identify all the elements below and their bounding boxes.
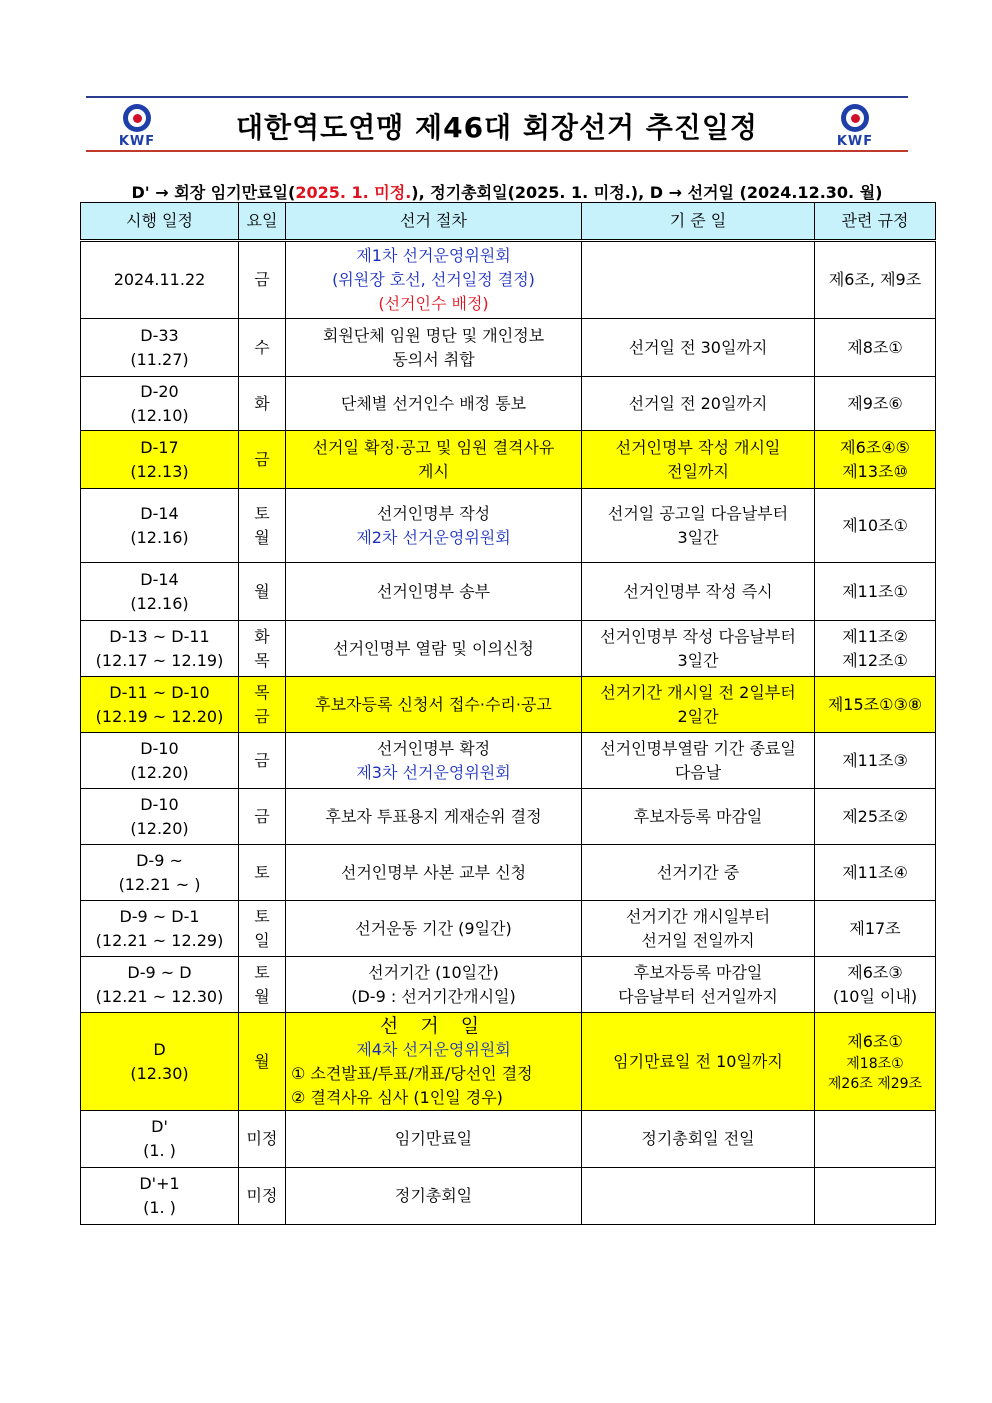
- day-cell-line: 토: [254, 906, 270, 926]
- schedule-cell: [81, 621, 239, 677]
- rule-cell-line: 제17조: [849, 918, 901, 938]
- procedure-cell: [286, 1168, 582, 1225]
- day-cell-line: 일: [254, 930, 270, 950]
- schedule-cell: [81, 431, 239, 489]
- rule-cell-line: 제10조①: [842, 515, 908, 535]
- day-cell-line: 미정: [246, 1129, 278, 1148]
- day-cell-line: 화: [254, 626, 270, 646]
- table-row: [81, 677, 936, 733]
- day-cell: [239, 677, 286, 733]
- basis-cell: [582, 789, 815, 845]
- day-cell: [239, 789, 286, 845]
- procedure-cell-line: 제1차 선거운영위원회: [356, 246, 511, 265]
- logo-text: KWF: [836, 134, 874, 149]
- day-cell-line: 미정: [246, 1186, 278, 1205]
- basis-cell-line: 다음날: [674, 762, 722, 782]
- schedule-cell: [81, 563, 239, 621]
- schedule-cell: [81, 789, 239, 845]
- day-cell-line: 목: [254, 682, 270, 702]
- procedure-cell: [286, 377, 582, 431]
- schedule-cell: [81, 677, 239, 733]
- procedure-cell: [286, 489, 582, 563]
- basis-cell: [582, 901, 815, 957]
- rule-cell: [815, 1111, 936, 1168]
- day-cell: [239, 431, 286, 489]
- rule-cell-line: 제13조⑩: [842, 461, 908, 481]
- rule-cell-line: 제6조, 제9조: [828, 270, 922, 289]
- basis-cell-line: 선거일 전일까지: [641, 930, 755, 950]
- day-cell-line: 월: [254, 986, 270, 1006]
- basis-cell-line: 3일간: [677, 650, 719, 670]
- day-cell: [239, 377, 286, 431]
- procedure-cell: [286, 677, 582, 733]
- procedure-cell: [286, 733, 582, 789]
- table-row: [81, 733, 936, 789]
- basis-cell-line: 선거기간 개시일부터: [625, 906, 771, 926]
- emblem-icon: [841, 104, 869, 132]
- basis-cell: [582, 1111, 815, 1168]
- rule-cell: [815, 319, 936, 377]
- procedure-cell-line: 선거인명부 송부: [376, 581, 491, 601]
- day-cell: [239, 241, 286, 319]
- basis-cell: [582, 563, 815, 621]
- schedule-cell: [81, 241, 239, 319]
- procedure-cell-line: 선거운동 기간 (9일간): [355, 918, 512, 938]
- basis-cell: [582, 1013, 815, 1111]
- schedule-cell-line: (12.21 ~ ): [118, 874, 201, 894]
- schedule-cell-line: (12.16): [130, 593, 189, 613]
- basis-cell: [582, 621, 815, 677]
- procedure-cell-line: (위원장 호선, 선거일정 결정): [332, 270, 535, 289]
- rule-cell-line: 제6조①: [847, 1031, 903, 1051]
- day-cell: [239, 1168, 286, 1225]
- rule-cell-line: 제11조②: [842, 626, 908, 646]
- procedure-cell: [286, 431, 582, 489]
- table-row: [81, 377, 936, 431]
- procedure-cell: [286, 901, 582, 957]
- basis-cell: [582, 319, 815, 377]
- basis-cell-line: 선거일 전 20일까지: [628, 393, 768, 413]
- procedure-cell-line: 임기만료일: [394, 1129, 473, 1148]
- schedule-cell-line: (1. ): [143, 1198, 176, 1217]
- basis-cell-line: 선거인명부 작성 개시일: [615, 437, 781, 457]
- schedule-cell-line: (12.21 ~ 12.29): [95, 930, 224, 950]
- table-row: [81, 901, 936, 957]
- schedule-cell-line: (12.30): [130, 1063, 189, 1083]
- basis-cell-line: 선거일 전 30일까지: [628, 337, 768, 357]
- page-title: 대한역도연맹 제46대 회장선거 추진일정: [236, 111, 758, 144]
- basis-cell-line: 3일간: [677, 527, 719, 547]
- schedule-cell-line: (12.20): [130, 818, 189, 838]
- day-cell: [239, 563, 286, 621]
- logo-text: KWF: [118, 134, 156, 149]
- kwf-logo-right: [832, 104, 878, 150]
- procedure-cell-line: 제4차 선거운영위원회: [356, 1039, 511, 1059]
- rule-cell: [815, 489, 936, 563]
- schedule-cell: [81, 957, 239, 1013]
- procedure-cell: [286, 563, 582, 621]
- rule-cell-line: (10일 이내): [832, 986, 918, 1006]
- rule-cell: [815, 431, 936, 489]
- schedule-cell-line: D'+1: [139, 1174, 180, 1193]
- day-cell: [239, 957, 286, 1013]
- basis-cell-line: 선거일 공고일 다음날부터: [607, 503, 789, 523]
- procedure-cell: [286, 621, 582, 677]
- day-cell-line: 목: [254, 650, 270, 670]
- rule-cell: [815, 845, 936, 901]
- table-row: [81, 319, 936, 377]
- rule-cell-line: 제11조③: [842, 750, 908, 770]
- table-row: [81, 1168, 936, 1225]
- day-cell: [239, 845, 286, 901]
- rule-cell: [815, 901, 936, 957]
- procedure-cell-line: ② 결격사유 심사 (1인일 경우): [291, 1087, 503, 1107]
- schedule-cell-line: (12.16): [130, 527, 189, 547]
- basis-cell-line: 선거기간 중: [656, 862, 740, 882]
- basis-cell: [582, 1168, 815, 1225]
- day-cell-line: 토: [254, 503, 270, 523]
- rule-cell: [815, 789, 936, 845]
- day-cell-line: 월: [254, 1051, 270, 1071]
- basis-cell-line: 선거인명부 작성 즉시: [623, 581, 773, 601]
- rule-cell-line: 제26조 제29조: [827, 1075, 923, 1092]
- basis-cell: [582, 241, 815, 319]
- day-cell-line: 금: [254, 270, 270, 289]
- basis-cell-line: 정기총회일 전일: [641, 1129, 755, 1148]
- schedule-cell-line: (12.21 ~ 12.30): [95, 986, 224, 1006]
- basis-cell-line: 선거인명부열람 기간 종료일: [600, 738, 796, 758]
- day-cell-line: 금: [254, 806, 270, 826]
- table-row: [81, 845, 936, 901]
- schedule-cell-line: D-33: [140, 325, 179, 345]
- procedure-cell-line: 선거인명부 열람 및 이의신청: [333, 638, 534, 658]
- legend-line: [80, 180, 934, 203]
- rule-cell-line: 제8조①: [847, 337, 903, 357]
- basis-cell: [582, 957, 815, 1013]
- procedure-cell-line: 제3차 선거운영위원회: [356, 762, 511, 782]
- procedure-cell: [286, 1111, 582, 1168]
- document-header: [86, 96, 908, 152]
- schedule-cell-line: (12.13): [130, 461, 189, 481]
- basis-cell-line: 다음날부터 선거일까지: [618, 986, 778, 1006]
- schedule-cell-line: (12.10): [130, 405, 189, 425]
- table-row: [81, 489, 936, 563]
- schedule-cell-line: D-10: [140, 738, 179, 758]
- basis-cell-line: 임기만료일 전 10일까지: [613, 1051, 783, 1071]
- basis-cell: [582, 677, 815, 733]
- procedure-cell-line: 제2차 선거운영위원회: [356, 527, 511, 547]
- rule-cell-line: 제6조③: [847, 962, 903, 982]
- schedule-cell: [81, 733, 239, 789]
- basis-cell-line: 2일간: [677, 706, 719, 726]
- day-cell: [239, 1111, 286, 1168]
- rule-cell-line: 제11조①: [842, 581, 908, 601]
- col-header-schedule: 시행 일정: [81, 203, 239, 241]
- procedure-cell-line: 회원단체 임원 명단 및 개인정보: [322, 325, 545, 345]
- day-cell-line: 월: [254, 527, 270, 547]
- schedule-cell-line: (1. ): [143, 1141, 176, 1160]
- basis-cell-line: 선거인명부 작성 다음날부터: [600, 626, 796, 646]
- rule-cell: [815, 1013, 936, 1111]
- rule-cell: [815, 563, 936, 621]
- rule-cell-line: 제18조①: [846, 1055, 904, 1072]
- procedure-cell-line: 선거인명부 사본 교부 신청: [340, 862, 527, 882]
- basis-cell: [582, 377, 815, 431]
- basis-cell: [582, 431, 815, 489]
- schedule-cell-line: (12.20): [130, 762, 189, 782]
- rule-cell: [815, 677, 936, 733]
- schedule-cell-line: (12.19 ~ 12.20): [95, 706, 224, 726]
- table-row: [81, 1013, 936, 1111]
- basis-cell: [582, 733, 815, 789]
- schedule-cell-line: D: [153, 1039, 166, 1059]
- schedule-cell-line: D-20: [140, 381, 179, 401]
- table-row: [81, 241, 936, 319]
- table-row: [81, 789, 936, 845]
- rule-cell-line: 제11조④: [842, 862, 908, 882]
- day-cell-line: 토: [254, 962, 270, 982]
- procedure-cell: [286, 789, 582, 845]
- rule-cell-line: 제6조④⑤: [840, 437, 910, 457]
- schedule-cell-line: D-9 ~: [136, 850, 183, 870]
- schedule-cell-line: D-9 ~ D-1: [119, 906, 200, 926]
- table-row: [81, 431, 936, 489]
- schedule-cell: [81, 1013, 239, 1111]
- table-header-row: [81, 203, 936, 241]
- procedure-cell: [286, 1013, 582, 1111]
- day-cell-line: 금: [254, 750, 270, 770]
- col-header-basis: 기 준 일: [582, 203, 815, 241]
- rule-cell: [815, 377, 936, 431]
- day-cell-line: 토: [254, 862, 270, 882]
- procedure-cell-line: 게시: [418, 461, 449, 481]
- schedule-cell: [81, 845, 239, 901]
- procedure-cell-line: (선거인수 배정): [378, 294, 489, 313]
- schedule-cell: [81, 377, 239, 431]
- schedule-cell: [81, 489, 239, 563]
- procedure-cell: [286, 957, 582, 1013]
- day-cell: [239, 319, 286, 377]
- schedule-cell-line: D-9 ~ D: [127, 962, 192, 982]
- procedure-cell-line: 정기총회일: [394, 1186, 473, 1205]
- procedure-cell-line: 선거기간 (10일간): [368, 962, 499, 982]
- day-cell-line: 월: [254, 581, 270, 601]
- basis-cell-line: 선거기간 개시일 전 2일부터: [600, 682, 796, 702]
- procedure-cell: [286, 319, 582, 377]
- schedule-cell-line: D-10: [140, 794, 179, 814]
- day-cell: [239, 901, 286, 957]
- schedule-cell-line: (12.17 ~ 12.19): [95, 650, 224, 670]
- basis-cell: [582, 489, 815, 563]
- procedure-cell-line: 동의서 취합: [392, 349, 475, 369]
- legend-part1: D' → 회장 임기만료일(: [131, 183, 296, 202]
- procedure-cell-line: 단체별 선거인수 배정 통보: [340, 393, 527, 413]
- rule-cell: [815, 241, 936, 319]
- procedure-cell-line: 후보자등록 신청서 접수·수리·공고: [315, 694, 552, 714]
- day-cell: [239, 733, 286, 789]
- procedure-cell-line: 후보자 투표용지 게재순위 결정: [325, 806, 542, 826]
- basis-cell-line: 전일까지: [667, 461, 729, 481]
- rule-cell-line: 제15조①③⑧: [827, 694, 923, 714]
- legend-part2: ), 정기총회일(2025. 1. 미정.), D → 선거일 (2024.12.30. 월): [411, 183, 883, 202]
- table-row: [81, 621, 936, 677]
- schedule-cell-line: D-17: [140, 437, 179, 457]
- schedule-cell-line: D-11 ~ D-10: [109, 682, 210, 702]
- rule-cell: [815, 621, 936, 677]
- schedule-cell: [81, 319, 239, 377]
- rule-cell-line: 제25조②: [842, 806, 908, 826]
- procedure-cell-line: 선거인명부 확정: [376, 738, 491, 758]
- rule-cell-line: 제12조①: [842, 650, 908, 670]
- schedule-cell: [81, 1168, 239, 1225]
- schedule-cell: [81, 1111, 239, 1168]
- schedule-cell-line: (11.27): [130, 349, 189, 369]
- schedule-cell-line: D-14: [140, 503, 179, 523]
- basis-cell: [582, 845, 815, 901]
- schedule-cell-line: 2024.11.22: [113, 270, 206, 289]
- rule-cell-line: 제9조⑥: [847, 393, 903, 413]
- table-row: [81, 957, 936, 1013]
- day-cell: [239, 621, 286, 677]
- day-cell-line: 수: [254, 337, 270, 357]
- col-header-day: 요일: [239, 203, 286, 241]
- day-cell: [239, 489, 286, 563]
- procedure-cell: [286, 241, 582, 319]
- rule-cell: [815, 733, 936, 789]
- procedure-cell-line: 선거일 확정·공고 및 임원 결격사유: [312, 437, 555, 457]
- day-cell-line: 금: [254, 449, 270, 469]
- table-row: [81, 563, 936, 621]
- schedule-cell-line: D-13 ~ D-11: [109, 626, 210, 646]
- rule-cell: [815, 957, 936, 1013]
- schedule-cell-line: D': [151, 1117, 168, 1136]
- day-cell-line: 화: [254, 393, 270, 413]
- procedure-cell-line: 선 거 일: [379, 1014, 488, 1037]
- day-cell-line: 금: [254, 706, 270, 726]
- procedure-cell-line: 선거인명부 작성: [376, 503, 491, 523]
- col-header-rule: 관련 규정: [815, 203, 936, 241]
- schedule-table: [80, 202, 936, 1225]
- basis-cell-line: 후보자등록 마감일: [633, 962, 763, 982]
- basis-cell-line: 후보자등록 마감일: [633, 806, 763, 826]
- procedure-cell-line: (D-9 : 선거기간개시일): [351, 986, 516, 1006]
- procedure-cell-line: ① 소견발표/투표/개표/당선인 결정: [291, 1063, 533, 1083]
- table-row: [81, 1111, 936, 1168]
- procedure-cell: [286, 845, 582, 901]
- schedule-cell: [81, 901, 239, 957]
- legend-red-date: 2025. 1. 미정.: [295, 183, 412, 202]
- col-header-procedure: 선거 절차: [286, 203, 582, 241]
- rule-cell: [815, 1168, 936, 1225]
- day-cell: [239, 1013, 286, 1111]
- schedule-cell-line: D-14: [140, 569, 179, 589]
